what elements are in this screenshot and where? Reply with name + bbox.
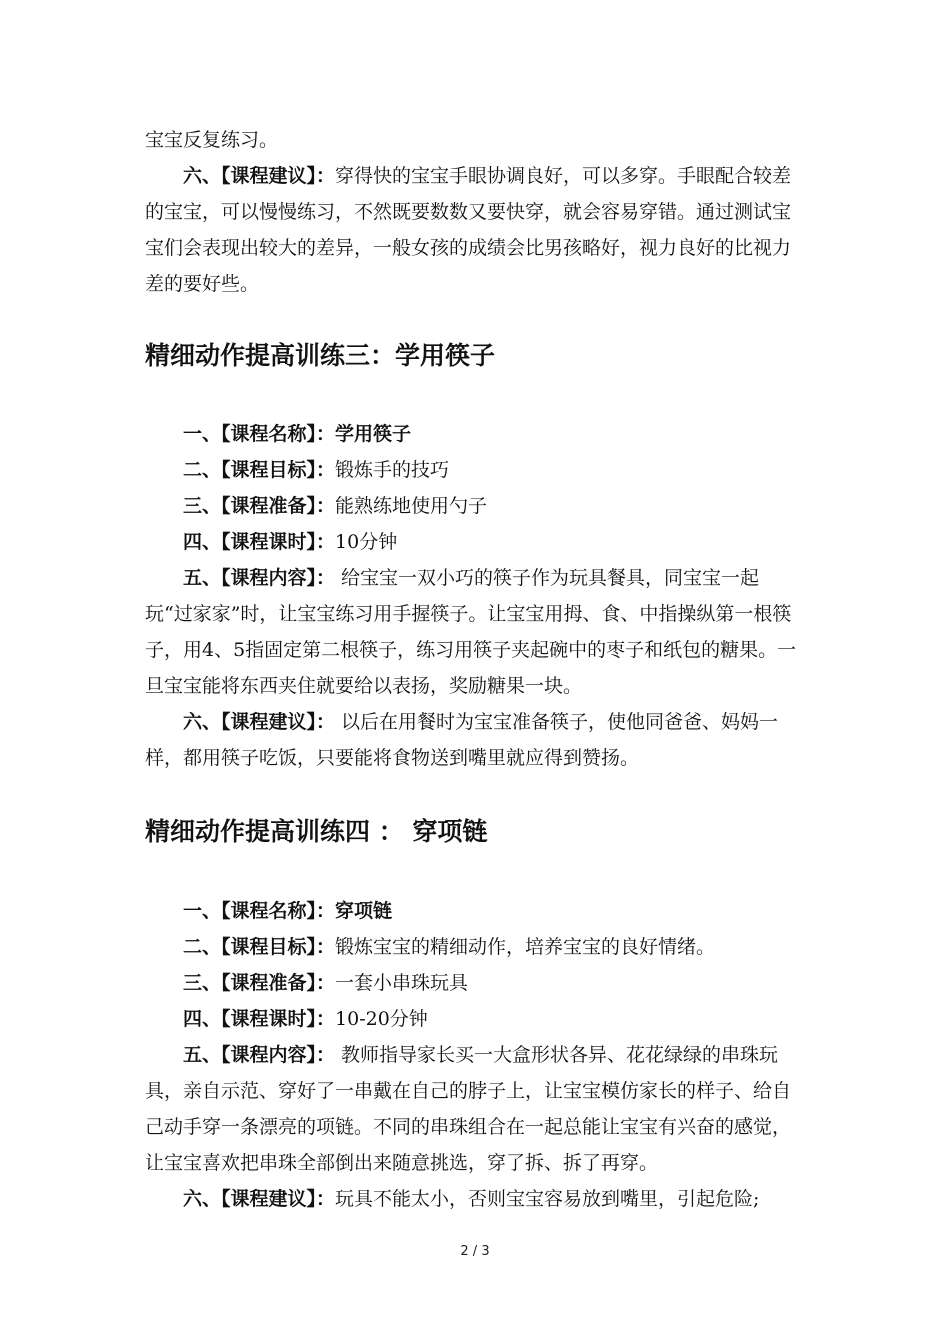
item-label: 六、【课程建议】： bbox=[183, 1188, 336, 1210]
item-duration-s3 bbox=[183, 524, 803, 560]
item-label: 五、【课程内容】： bbox=[183, 567, 336, 589]
item-label: 三、【课程准备】： bbox=[183, 495, 336, 517]
paragraph-suggestion-s3 bbox=[145, 704, 805, 776]
item-name-s3 bbox=[183, 416, 803, 452]
item-duration-s4 bbox=[183, 1001, 803, 1037]
suggestion-label: 六、【课程建议】： bbox=[183, 165, 336, 187]
item-label: 六、【课程建议】： bbox=[183, 711, 336, 733]
item-label: 一、【课程名称】： bbox=[183, 900, 336, 922]
item-label: 五、【课程内容】： bbox=[183, 1044, 336, 1066]
item-goal-s4 bbox=[183, 929, 803, 965]
item-goal-s3 bbox=[183, 452, 803, 488]
suggestion-text: 以后在用餐时为宝宝准备筷子，使他同爸爸、妈妈一样，都用筷子吃饭，只要能将食物送到嘴里就应得到赞扬。 bbox=[145, 711, 779, 769]
item-value: 穿项链 bbox=[335, 900, 393, 922]
suggestion-text: 穿得快的宝宝手眼协调良好，可以多穿。手眼配合较差的宝宝，可以慢慢练习，不然既要数数又要快穿，就会容易穿错。通过测试宝宝们会表现出较大的差异，一般女孩的成绩会比男孩略好，视力良好的比视力差的要好些。 bbox=[145, 165, 792, 295]
paragraph-content-s4 bbox=[145, 1037, 805, 1181]
paragraph-suggestion-s4 bbox=[145, 1181, 805, 1217]
section-title-4: 精细动作提高训练四 ： 穿项链 bbox=[145, 817, 488, 846]
item-label: 二、【课程目标】： bbox=[183, 459, 336, 481]
section-title-3: 精细动作提高训练三：学用筷子 bbox=[145, 341, 496, 370]
item-name-s4 bbox=[183, 893, 803, 929]
paragraph-content-s3 bbox=[145, 560, 805, 704]
suggestion-text: 玩具不能太小，否则宝宝容易放到嘴里，引起危险; bbox=[335, 1188, 760, 1210]
item-label: 四、【课程课时】： bbox=[183, 531, 336, 553]
paragraph-continuation bbox=[145, 122, 805, 158]
item-prep-s4 bbox=[183, 965, 803, 1001]
item-label: 三、【课程准备】： bbox=[183, 972, 336, 994]
item-value: 10分钟 bbox=[335, 531, 398, 553]
paragraph-suggestion-s2 bbox=[145, 158, 805, 302]
item-prep-s3 bbox=[183, 488, 803, 524]
item-label: 二、【课程目标】： bbox=[183, 936, 336, 958]
item-value: 一套小串珠玩具 bbox=[335, 972, 469, 994]
content-text: 给宝宝一双小巧的筷子作为玩具餐具，同宝宝一起玩“过家家”时，让宝宝练习用手握筷子。让宝宝用拇、食、中指操纵第一根筷子，用4、5指固定第二根筷子，练习用筷子夹起碗中的枣子和纸包的糖果。一旦宝宝能将东西夹住就要给以表扬，奖励糖果一块。 bbox=[145, 567, 797, 697]
item-value: 锻炼手的技巧 bbox=[335, 459, 450, 481]
item-value: 10-20分钟 bbox=[335, 1008, 428, 1030]
item-label: 一、【课程名称】： bbox=[183, 423, 336, 445]
page-number: 2 / 3 bbox=[460, 1244, 490, 1259]
item-value: 学用筷子 bbox=[335, 423, 412, 445]
content-text: 教师指导家长买一大盒形状各异、花花绿绿的串珠玩具，亲自示范、穿好了一串戴在自己的脖子上，让宝宝模仿家长的样子、给自己动手穿一条漂亮的项链。不同的串珠组合在一起总能让宝宝有兴奋的感觉，让宝宝喜欢把串珠全部倒出来随意挑选，穿了拆、拆了再穿。 bbox=[145, 1044, 792, 1174]
item-label: 四、【课程课时】： bbox=[183, 1008, 336, 1030]
item-value: 能熟练地使用勺子 bbox=[335, 495, 488, 517]
continuation-text: 宝宝反复练习。 bbox=[145, 129, 279, 151]
item-value: 锻炼宝宝的精细动作，培养宝宝的良好情绪。 bbox=[335, 936, 716, 958]
